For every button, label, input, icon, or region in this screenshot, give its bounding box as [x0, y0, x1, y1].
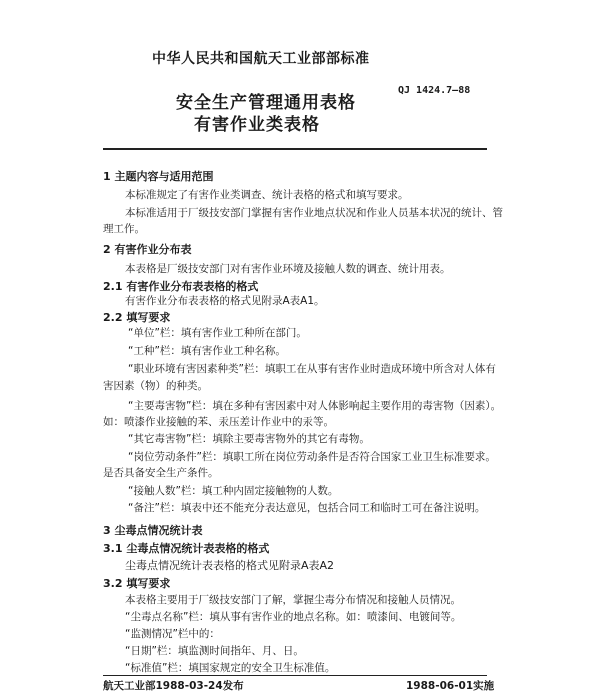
- list-item: “岗位劳动条件”栏：填职工所在岗位劳动条件是否符合国家工业卫生标准要求。: [128, 451, 496, 463]
- list-item: “日期”栏：填监测时间指年、月、日。: [125, 645, 304, 657]
- ministry-standard-header: 中华人民共和国航天工业部部标准: [152, 51, 370, 67]
- list-item: “职业环境有害因素种类”栏：填职工在从事有害作业时造成环境中所含对人体有: [128, 363, 496, 375]
- section-2-paragraph: 本表格是厂级技安部门对有害作业环境及接触人数的调查、统计用表。: [125, 263, 451, 275]
- section-3-heading: 3 尘毒点情况统计表: [103, 524, 203, 537]
- list-item: “其它毒害物”栏：填除主要毒害物外的其它有毒物。: [128, 433, 370, 445]
- list-item: “监测情况”栏中的：: [125, 628, 220, 640]
- list-item: “标准值”栏：填国家规定的安全卫生标准值。: [125, 662, 336, 674]
- list-item: “备注”栏：填表中还不能充分表达意见，包括合同工和临时工可在备注说明。: [128, 502, 486, 514]
- list-item: 害因素（物）的种类。: [103, 380, 208, 392]
- list-item: 如：喷漆作业接触的苯、汞压差计作业中的汞等。: [103, 416, 334, 428]
- document-title-line1: 安全生产管理通用表格: [176, 93, 356, 113]
- section-3-1-heading: 3.1 尘毒点情况统计表表格的格式: [103, 542, 270, 555]
- section-1-paragraph-2a: 本标准适用于厂级技安部门掌握有害作业地点状况和作业人员基本状况的统计、管: [125, 207, 503, 219]
- section-3-1-text: 尘毒点情况统计表表格的格式见附录A表A2: [125, 559, 335, 572]
- list-item: “尘毒点名称”栏：填从事有害作业的地点名称。如：喷漆间、电镀间等。: [125, 611, 462, 623]
- implementation-date: 1988-06-01实施: [406, 680, 495, 692]
- header-divider: [103, 148, 487, 150]
- section-2-2-heading: 2.2 填写要求: [103, 311, 171, 324]
- section-2-1-text: 有害作业分布表表格的格式见附录A表A1。: [125, 295, 325, 307]
- list-item: 本表格主要用于厂级技安部门了解，掌握尘毒分布情况和接触人员情况。: [125, 594, 461, 606]
- list-item: “单位”栏：填有害作业工种所在部门。: [128, 327, 307, 339]
- standard-code: QJ 1424.7—88: [398, 85, 471, 96]
- section-1-heading: 1 主题内容与适用范围: [103, 170, 214, 183]
- section-1-paragraph-2b: 理工作。: [103, 223, 145, 235]
- section-2-1-heading: 2.1 有害作业分布表表格的格式: [103, 280, 259, 293]
- section-3-2-heading: 3.2 填写要求: [103, 577, 171, 590]
- section-1-paragraph-1: 本标准规定了有害作业类调查、统计表格的格式和填写要求。: [125, 189, 409, 201]
- list-item: “主要毒害物”栏：填在多种有害因素中对人体影响起主要作用的毒害物（因素）。: [128, 400, 502, 412]
- section-2-heading: 2 有害作业分布表: [103, 243, 192, 256]
- issue-date: 航天工业部1988-03-24发布: [103, 680, 244, 692]
- document-title-line2: 有害作业类表格: [194, 115, 320, 135]
- list-item: “接触人数”栏：填工种内固定接触物的人数。: [128, 485, 339, 497]
- list-item: 是否具备安全生产条件。: [103, 467, 219, 479]
- list-item: “工种”栏：填有害作业工种名称。: [128, 345, 286, 357]
- footer-divider: [103, 675, 487, 676]
